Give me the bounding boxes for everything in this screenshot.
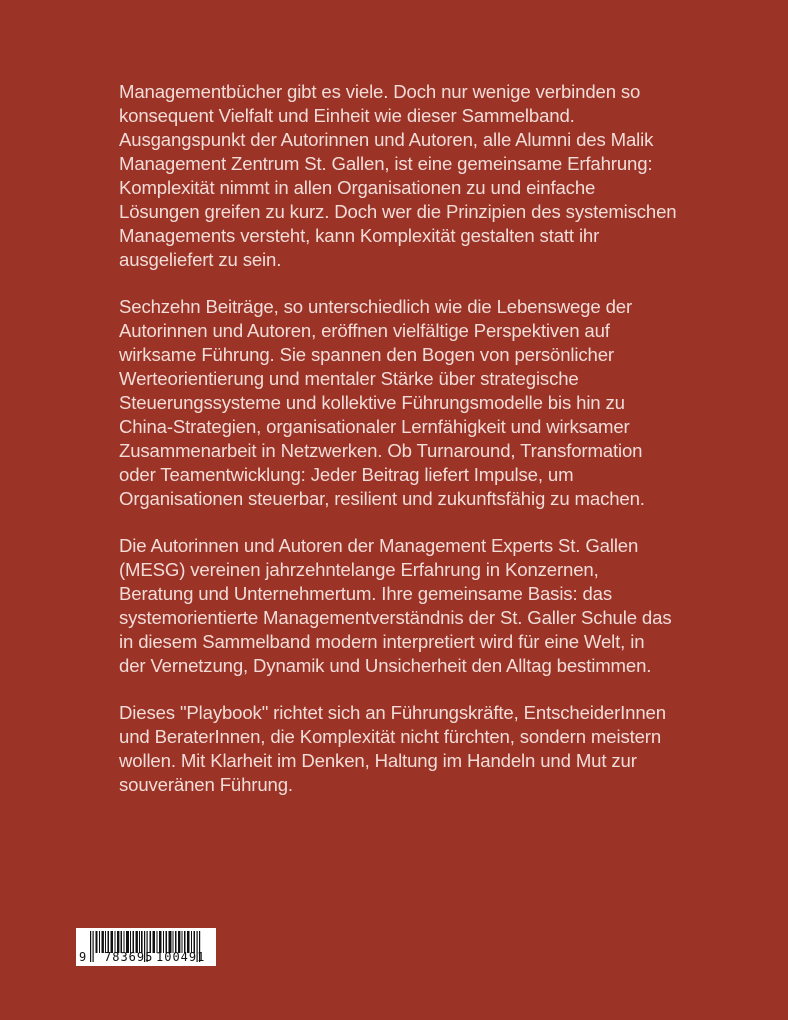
text-line: Autorinnen und Autoren, eröffnen vielfältige Perspektiven auf: [119, 320, 610, 341]
barcode-lead-digit: 9: [79, 950, 88, 964]
text-line: Lösungen greifen zu kurz. Doch wer die Prinzipien des systemischen: [119, 201, 677, 222]
text-line: in diesem Sammelband modern interpretiert wird für eine Welt, in: [119, 631, 645, 652]
blurb-paragraph-2: [119, 295, 719, 511]
text-line: China-Strategien, organisationaler Lernfähigkeit und wirksamer: [119, 416, 630, 437]
text-line: (MESG) vereinen jahrzehntelange Erfahrung in Konzernen,: [119, 559, 599, 580]
text-line: Die Autorinnen und Autoren der Management Experts St. Gallen: [119, 535, 639, 556]
text-line: wollen. Mit Klarheit im Denken, Haltung im Handeln und Mut zur: [119, 750, 637, 771]
cover-blurb: [119, 80, 719, 820]
text-line: oder Teamentwicklung: Jeder Beitrag liefert Impulse, um: [119, 464, 574, 485]
text-line: Komplexität nimmt in allen Organisationen zu und einfache: [119, 177, 596, 198]
text-line: Managementbücher gibt es viele. Doch nur wenige verbinden so: [119, 81, 641, 102]
text-line: Dieses "Playbook" richtet sich an Führungskräfte, EntscheiderInnen: [119, 702, 666, 723]
text-line: Werteorientierung und mentaler Stärke über strategische: [119, 368, 579, 389]
text-line: systemorientierte Managementverständnis der St. Galler Schule das: [119, 607, 672, 628]
isbn-barcode: [76, 928, 216, 966]
text-line: konsequent Vielfalt und Einheit wie dieser Sammelband.: [119, 105, 575, 126]
barcode-right-digits: 100491: [156, 950, 206, 964]
blurb-paragraph-4: [119, 701, 719, 797]
text-line: Management Zentrum St. Gallen, ist eine gemeinsame Erfahrung:: [119, 153, 653, 174]
text-line: Zusammenarbeit in Netzwerken. Ob Turnaround, Transformation: [119, 440, 643, 461]
text-line: und BeraterInnen, die Komplexität nicht fürchten, sondern meistern: [119, 726, 662, 747]
text-line: Managements versteht, kann Komplexität gestalten statt ihr: [119, 225, 600, 246]
blurb-paragraph-3: [119, 534, 719, 678]
barcode-left-digits: 783695: [104, 950, 154, 964]
text-line: wirksame Führung. Sie spannen den Bogen von persönlicher: [119, 344, 614, 365]
text-line: der Vernetzung, Dynamik und Unsicherheit den Alltag bestimmen.: [119, 655, 652, 676]
text-line: Ausgangspunkt der Autorinnen und Autoren, alle Alumni des Malik: [119, 129, 654, 150]
blurb-paragraph-1: [119, 80, 719, 272]
text-line: Steuerungssysteme und kollektive Führungsmodelle bis hin zu: [119, 392, 625, 413]
text-line: Organisationen steuerbar, resilient und zukunftsfähig zu machen.: [119, 488, 645, 509]
text-line: Sechzehn Beiträge, so unterschiedlich wie die Lebenswege der: [119, 296, 632, 317]
text-line: Beratung und Unternehmertum. Ihre gemeinsame Basis: das: [119, 583, 613, 604]
text-line: souveränen Führung.: [119, 774, 293, 795]
text-line: ausgeliefert zu sein.: [119, 249, 282, 270]
